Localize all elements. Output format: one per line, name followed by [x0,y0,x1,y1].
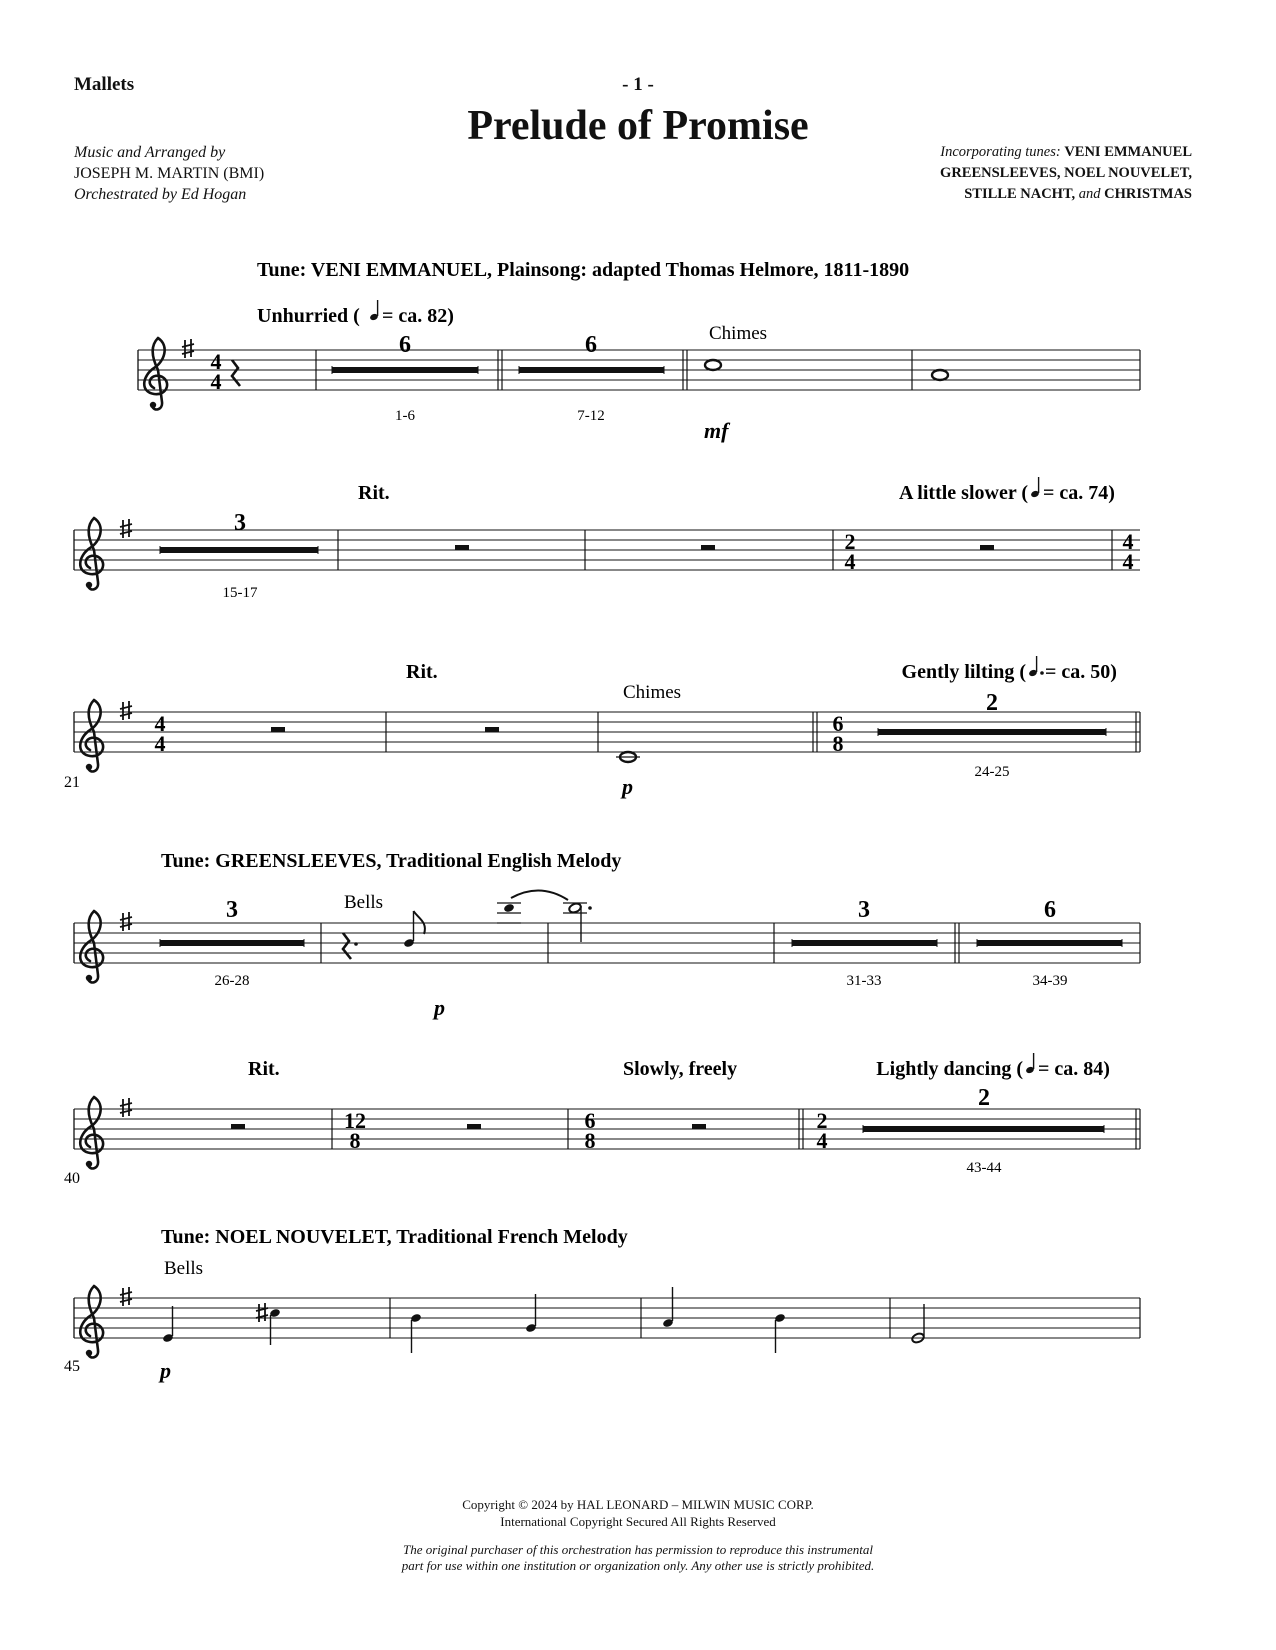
rest-range: 43-44 [966,1160,1002,1176]
quarter-note [503,903,515,913]
tempo-marking-1: Unhurried ( [257,305,360,327]
tempo-marking-2: A little slower ( [898,482,1028,504]
rest-range: 24-25 [974,764,1010,780]
rest-range: 34-39 [1032,973,1068,989]
svg-text:2: 2 [816,1108,828,1133]
whole-rest [231,1124,245,1129]
treble-clef [80,700,103,771]
instrument-label: Chimes [709,323,768,344]
instrument-label: Bells [164,1258,204,1279]
system-6 [74,1286,1140,1357]
key-signature-sharp [120,1098,132,1117]
system-1 [138,338,1140,409]
tunes-line-3a: STILLE NACHT, [964,186,1076,202]
svg-text:6: 6 [832,711,844,736]
instrument-label: Bells [344,892,384,913]
tempo-slowly-freely: Slowly, freely [623,1058,738,1080]
credit-line-1: Music and Arranged by [74,144,226,161]
svg-text:4: 4 [154,731,166,756]
tunes-line-1: VENI EMMANUEL [1064,144,1192,160]
treble-clef [80,911,103,982]
tunes-line-3c: CHRISTMAS [1104,186,1192,202]
page-number: - 1 - [622,74,654,95]
rest-count: 6 [1044,897,1056,923]
system-3 [74,700,1140,771]
tempo-marking-3: Gently lilting ( [901,661,1026,683]
piece-title: Prelude of Promise [467,103,809,149]
whole-rest [692,1124,706,1129]
quarter-rest [343,933,351,959]
tempo-note-icon [1030,477,1040,498]
svg-text:4: 4 [844,549,856,574]
rest-count: 6 [399,332,411,358]
tempo-value-5: = ca. 84) [1038,1058,1110,1080]
svg-text:4: 4 [154,711,166,736]
treble-clef [80,518,103,589]
dynamic-mark: mf [704,418,729,443]
treble-clef [144,338,167,409]
tempo-dotted-note-icon [1028,656,1044,677]
dynamic-mark: p [160,1358,171,1383]
key-signature-sharp [182,339,194,358]
svg-text:4: 4 [1122,529,1134,554]
part-name: Mallets [74,74,135,95]
treble-clef [80,1286,103,1357]
key-signature-sharp [120,1287,132,1306]
svg-text:6: 6 [584,1108,596,1133]
tempo-marking-5: Lightly dancing ( [876,1058,1023,1080]
usage-note-line-1: The original purchaser of this orchestration has permission to reproduce this instrumental [402,1542,874,1557]
tempo-value-1: = ca. 82) [382,305,454,327]
multi-rest-bar [977,940,1122,946]
multi-rest-bar [160,547,318,553]
whole-note [705,360,721,370]
measure-number: 40 [64,1170,80,1187]
multi-rest-bar [519,367,664,373]
dynamic-mark: p [622,774,633,799]
whole-rest [271,727,285,732]
dotted-half-note [568,902,582,914]
key-signature-sharp [120,701,132,720]
svg-text:2: 2 [844,529,856,554]
whole-rest [455,545,469,550]
svg-text:12: 12 [344,1108,366,1133]
tempo-note-icon [369,300,379,321]
multi-rest-bar [160,940,304,946]
rest-count: 3 [226,897,238,923]
footer [0,1496,1276,1574]
multi-rest-bar [332,367,478,373]
tie-arc [511,890,568,900]
svg-text:8: 8 [349,1128,361,1153]
tune-heading-2: Tune: GREENSLEEVES, Traditional English Melody [161,850,622,872]
svg-text:4: 4 [1122,549,1134,574]
whole-rest [467,1124,481,1129]
ritardando-mark: Rit. [406,661,438,683]
ritardando-mark: Rit. [358,482,390,504]
quarter-rest [232,360,240,386]
tunes-intro: Incorporating tunes: [940,144,1061,160]
rest-range: 26-28 [214,973,250,989]
key-signature-sharp [120,912,132,931]
ritardando-mark: Rit. [248,1058,280,1080]
svg-text:8: 8 [832,731,844,756]
tempo-value-3: = ca. 50) [1045,661,1117,683]
whole-note [932,370,948,380]
instrument-label: Chimes [623,682,682,703]
tunes-line-2: GREENSLEEVES, NOEL NOUVELET, [940,165,1192,181]
treble-clef [80,1097,103,1168]
whole-rest [701,545,715,550]
rest-range: 7-12 [577,408,605,424]
rights-line: International Copyright Secured All Rights Reserved [500,1514,776,1529]
rest-count: 6 [585,332,597,358]
svg-text:4: 4 [210,349,222,374]
rest-count: 3 [234,510,246,536]
multi-rest-bar [878,729,1106,735]
tune-heading-1: Tune: VENI EMMANUEL, Plainsong: adapted Thomas Helmore, 1811-1890 [257,259,910,281]
staff-lines-6 [74,1298,1140,1338]
key-signature-sharp [120,519,132,538]
tunes-line-3b: and [1078,186,1101,202]
measure-number: 45 [64,1358,80,1375]
svg-text:4: 4 [210,369,222,394]
copyright-line: Copyright © 2024 by HAL LEONARD – MILWIN MUSIC CORP. [462,1497,814,1512]
tempo-value-2: = ca. 74) [1043,482,1115,504]
measure-number: 21 [64,774,80,791]
rest-count: 2 [986,690,998,716]
rest-range: 15-17 [222,585,258,601]
rest-count: 2 [978,1085,990,1111]
svg-text:8: 8 [584,1128,596,1153]
credit-line-3: Orchestrated by Ed Hogan [74,186,247,203]
tune-heading-3: Tune: NOEL NOUVELET, Traditional French Melody [161,1226,628,1248]
whole-rest [485,727,499,732]
usage-note-line-2: part for use within one institution or organization only. Any other use is strictly prohibited. [401,1558,875,1573]
dynamic-mark: p [434,995,445,1020]
whole-rest [980,545,994,550]
credit-line-2: JOSEPH M. MARTIN (BMI) [74,165,265,182]
rest-range: 31-33 [846,973,882,989]
multi-rest-bar [863,1126,1104,1132]
svg-text:4: 4 [816,1128,828,1153]
multi-rest-bar [792,940,937,946]
tempo-note-icon [1025,1053,1035,1074]
accidental-sharp [256,1303,268,1322]
rest-range: 1-6 [395,408,415,424]
rest-count: 3 [858,897,870,923]
